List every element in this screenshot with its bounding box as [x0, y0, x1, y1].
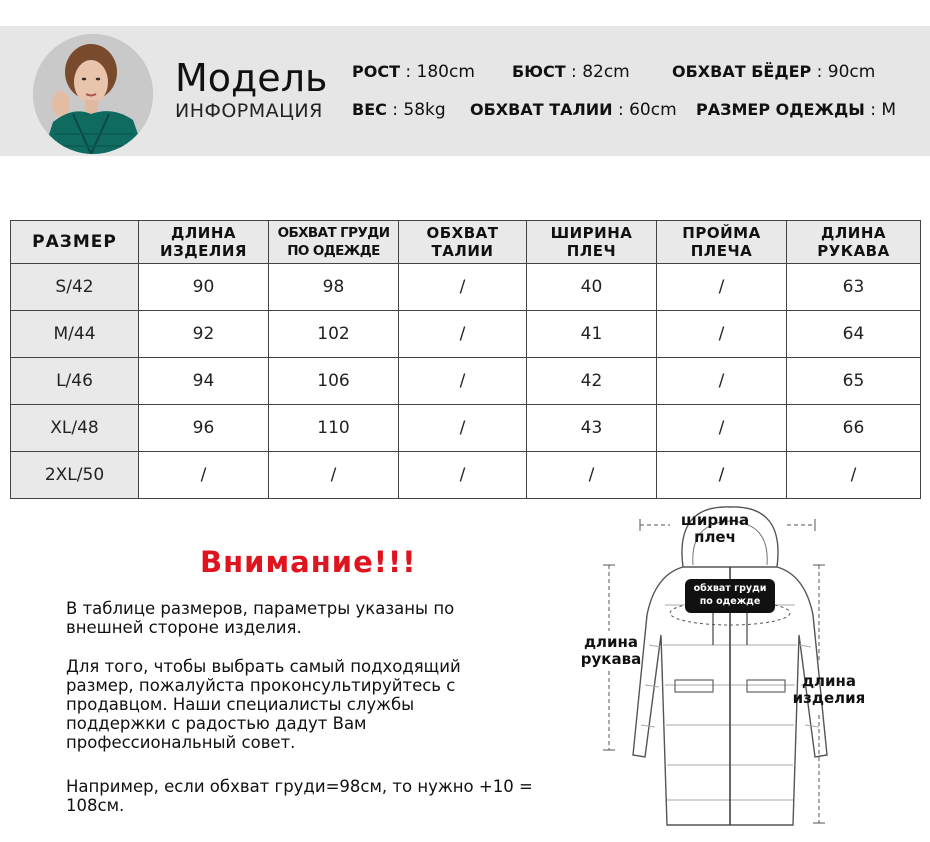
table-cell: / — [787, 452, 921, 499]
table-cell: 106 — [269, 358, 399, 405]
note-line: внешней стороне изделия. — [66, 618, 302, 637]
param-waist-label: ОБХВАТ ТАЛИИ — [470, 100, 613, 119]
model-title: Модель — [175, 56, 328, 100]
header-item-length-line-2: ИЗДЕЛИЯ — [160, 242, 247, 260]
param-clothing-size: РАЗМЕР ОДЕЖДЫ : M — [696, 100, 897, 120]
table-cell: 41 — [527, 311, 657, 358]
table-cell: 43 — [527, 405, 657, 452]
param-bust: БЮСТ : 82cm — [512, 62, 630, 82]
table-header-row — [11, 221, 921, 264]
note-line: В таблице размеров, параметры указаны по — [66, 599, 455, 618]
note-line: Например, если обхват груди=98см, то нужно +10 = — [66, 777, 533, 796]
label-sleeve-length-line-2: рукава — [580, 650, 642, 668]
param-bust-value: 82cm — [582, 62, 630, 82]
header-armhole — [657, 221, 787, 264]
param-waist-value: 60cm — [629, 100, 677, 120]
table-cell: 40 — [527, 264, 657, 311]
note-paragraph-1 — [66, 599, 556, 637]
table-row — [11, 264, 921, 311]
param-height-value: 180cm — [416, 62, 475, 82]
table-cell: / — [399, 264, 527, 311]
header-waist-girth-line-1: ОБХВАТ — [426, 224, 499, 242]
param-hips: ОБХВАТ БЁДЕР : 90cm — [672, 62, 876, 82]
label-sleeve-length — [575, 634, 647, 668]
note-line: Для того, чтобы выбрать самый подходящий — [66, 657, 461, 676]
header-size-line-1: РАЗМЕР — [32, 232, 117, 252]
table-cell: 94 — [139, 358, 269, 405]
label-sleeve-length-line-1: длина — [583, 633, 639, 651]
param-weight-label: ВЕС — [352, 100, 387, 119]
header-armhole-line-2: ПЛЕЧА — [690, 242, 753, 260]
table-cell: 102 — [269, 311, 399, 358]
table-cell: / — [399, 358, 527, 405]
jacket-measurement-diagram — [575, 495, 930, 838]
table-cell-size: 2XL/50 — [11, 452, 139, 499]
table-cell: / — [399, 405, 527, 452]
table-row — [11, 405, 921, 452]
note-paragraph-3 — [66, 777, 556, 815]
param-clothing-size-label: РАЗМЕР ОДЕЖДЫ — [696, 100, 865, 119]
table-cell-size: S/42 — [11, 264, 139, 311]
header-shoulder-width-line-1: ШИРИНА — [550, 224, 633, 242]
model-photo — [33, 34, 153, 154]
header-waist-girth-line-2: ТАЛИИ — [431, 242, 494, 260]
label-shoulder-width-line-1: ширина — [680, 511, 750, 529]
table-cell: / — [657, 264, 787, 311]
header-armhole-line-1: ПРОЙМА — [682, 224, 761, 242]
note-line: продавцом. Наши специалисты службы — [66, 695, 415, 714]
table-row — [11, 358, 921, 405]
header-chest-girth-line-2: ПО ОДЕЖДЕ — [287, 243, 380, 259]
header-sleeve-length-line-2: РУКАВА — [817, 242, 890, 260]
table-cell: 65 — [787, 358, 921, 405]
param-hips-value: 90cm — [827, 62, 876, 82]
note-line: 108см. — [66, 796, 125, 815]
table-cell: / — [399, 452, 527, 499]
table-cell: / — [139, 452, 269, 499]
label-item-length — [787, 673, 871, 707]
table-row — [11, 311, 921, 358]
note-line: размер, пожалуйста проконсультируйтесь с — [66, 676, 456, 695]
param-weight-value: 58kg — [403, 100, 446, 120]
note-line: профессиональный совет. — [66, 733, 296, 752]
header-chest-girth-line-1: ОБХВАТ ГРУДИ — [277, 225, 390, 241]
label-item-length-line-2: изделия — [792, 689, 866, 707]
table-cell: 90 — [139, 264, 269, 311]
table-cell-size: M/44 — [11, 311, 139, 358]
label-shoulder-width — [675, 512, 755, 546]
model-subtitle: ИНФОРМАЦИЯ — [175, 100, 323, 122]
table-cell: 98 — [269, 264, 399, 311]
table-cell-size: L/46 — [11, 358, 139, 405]
size-table — [10, 220, 921, 499]
table-cell: 92 — [139, 311, 269, 358]
table-cell: / — [657, 311, 787, 358]
param-height: РОСТ : 180cm — [352, 62, 475, 82]
label-chest-girth-line-2: по одежде — [699, 596, 761, 607]
table-cell: 63 — [787, 264, 921, 311]
table-cell: 96 — [139, 405, 269, 452]
header-shoulder-width-line-2: ПЛЕЧ — [566, 242, 617, 260]
table-cell: / — [657, 405, 787, 452]
param-clothing-size-value: M — [881, 100, 897, 120]
param-bust-label: БЮСТ — [512, 62, 566, 81]
header-size — [11, 221, 139, 264]
label-shoulder-width-line-2: плеч — [694, 528, 736, 546]
label-chest-girth-line-1: обхват груди — [693, 583, 767, 594]
label-item-length-line-1: длина — [801, 672, 857, 690]
param-height-label: РОСТ — [352, 62, 400, 81]
table-cell: / — [657, 358, 787, 405]
attention-title: Внимание!!! — [200, 545, 417, 579]
header-chest-girth — [269, 221, 399, 264]
header-sleeve-length-line-1: ДЛИНА — [820, 224, 887, 242]
param-hips-label: ОБХВАТ БЁДЕР — [672, 62, 812, 81]
header-shoulder-width — [527, 221, 657, 264]
table-cell: 42 — [527, 358, 657, 405]
label-chest-girth — [683, 582, 777, 608]
header-item-length — [139, 221, 269, 264]
table-cell: 64 — [787, 311, 921, 358]
table-row — [11, 452, 921, 499]
note-line: поддержки с радостью дадут Вам — [66, 714, 367, 733]
table-cell: / — [399, 311, 527, 358]
note-paragraph-2 — [66, 657, 556, 752]
table-cell-size: XL/48 — [11, 405, 139, 452]
param-weight: ВЕС : 58kg — [352, 100, 446, 120]
table-cell: / — [657, 452, 787, 499]
table-cell: 110 — [269, 405, 399, 452]
table-cell: 66 — [787, 405, 921, 452]
table-cell: / — [269, 452, 399, 499]
header-waist-girth — [399, 221, 527, 264]
header-item-length-line-1: ДЛИНА — [170, 224, 237, 242]
param-waist: ОБХВАТ ТАЛИИ : 60cm — [470, 100, 677, 120]
table-cell: / — [527, 452, 657, 499]
header-sleeve-length — [787, 221, 921, 264]
